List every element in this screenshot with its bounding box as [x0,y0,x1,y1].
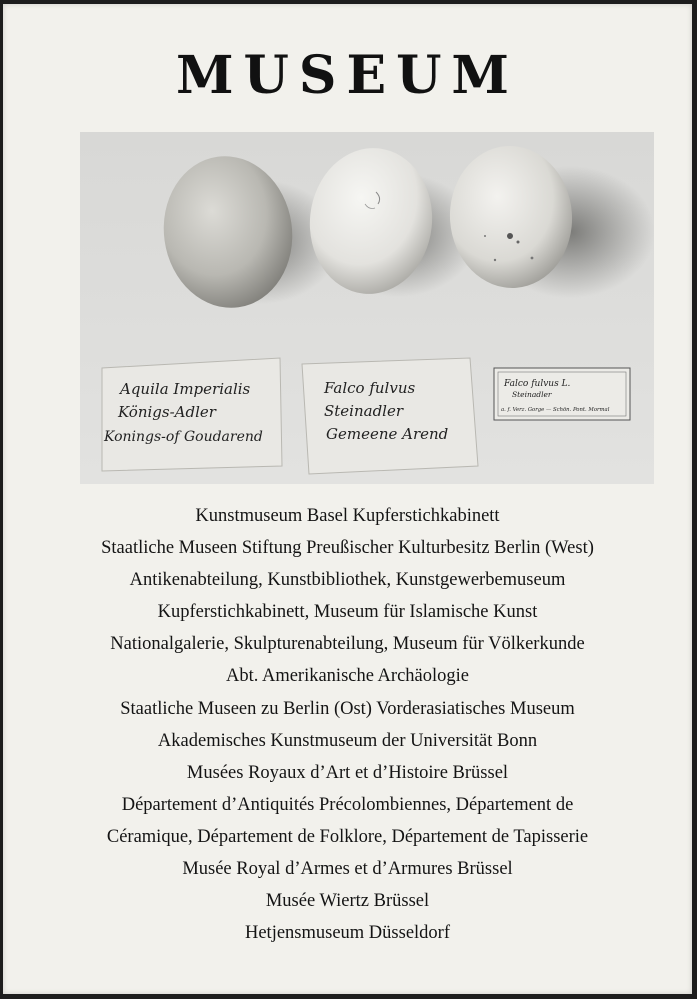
label-3-line-1: Falco fulvus L. [504,379,571,389]
magazine-cover [3,4,692,994]
institution-line: Staatliche Museen Stiftung Preußischer Kulturbesitz Berlin (West) [101,538,594,559]
label-1-line-2: Königs-Adler [118,403,216,421]
page-title: MUSEUM [175,45,519,106]
institution-line: Musée Wiertz Brüssel [265,891,430,912]
institution-line: Musées Royaux d’Art et d’Histoire Brüssel [186,762,509,783]
label-1-line-1: Aquila Imperialis [120,380,251,398]
label-2-line-3: Gemeene Arend [326,425,449,443]
institution-line: Céramique, Département de Folklore, Département de Tapisserie [106,826,589,847]
label-1-line-3: Konings-of Goudarend [104,429,263,445]
institution-list [3,500,692,949]
institution-line: Staatliche Museen zu Berlin (Ost) Vorderasiatisches Museum [120,698,575,719]
eggs-photo-illustration [80,132,654,484]
label-2-line-2: Steinadler [324,402,404,420]
eggs-photograph [80,132,654,484]
institution-line: Département d’Antiquités Précolombiennes, Département de [121,794,574,815]
institution-line: Musée Royal d’Armes et d’Armures Brüssel [182,859,513,880]
institution-line: Nationalgalerie, Skulpturenabteilung, Museum für Völkerkunde [110,634,585,655]
institution-line: Antikenabteilung, Kunstbibliothek, Kunstgewerbemuseum [129,570,566,591]
institution-line: Hetjensmuseum Düsseldorf [244,923,450,944]
label-2-line-1: Falco fulvus [324,379,416,397]
label-3-line-2: Steinadler [512,390,552,399]
institution-line: Akademisches Kunstmuseum der Universität Bonn [157,730,538,751]
label-3-line-3: a. f. Verz. Gorge — Schön. Pont. Mormal [501,407,610,413]
institution-line: Abt. Amerikanische Archäologie [225,666,469,687]
institution-line: Kupferstichkabinett, Museum für Islamische Kunst [157,602,538,623]
institution-line: Kunstmuseum Basel Kupferstichkabinett [195,506,500,526]
